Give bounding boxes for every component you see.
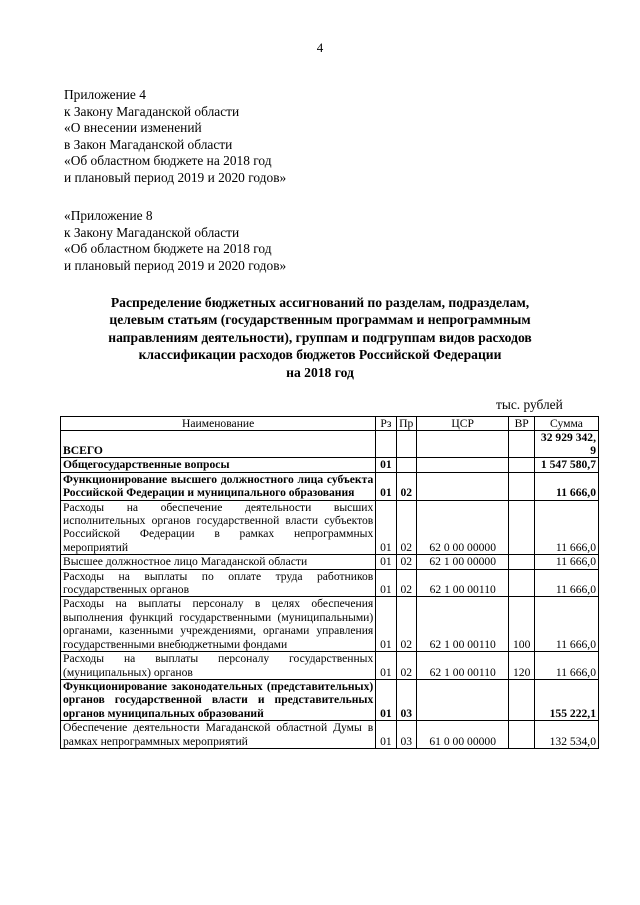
annex-header-line: к Закону Магаданской области xyxy=(64,103,240,119)
document-title xyxy=(60,294,580,381)
header-csr: ЦСР xyxy=(416,417,509,431)
cell-rz: 01 xyxy=(376,721,396,749)
cell-sum: 132 534,0 xyxy=(534,721,598,749)
document-title-line: Распределение бюджетных ассигнований по разделам, подразделам, xyxy=(110,295,530,310)
cell-vr xyxy=(509,569,534,597)
cell-pr: 02 xyxy=(396,652,416,680)
cell-pr: 02 xyxy=(396,569,416,597)
cell-name: Расходы на выплаты по оплате труда работников государственных органов xyxy=(61,569,376,597)
header-vr: ВР xyxy=(509,417,534,431)
cell-csr xyxy=(416,431,509,458)
annex-header-2-line: «Приложение 8 xyxy=(64,208,153,223)
cell-pr: 03 xyxy=(396,679,416,720)
table-row xyxy=(61,569,599,597)
cell-name: Функционирование высшего должностного лица субъекта Российской Федерации и муниципального образования xyxy=(61,472,376,500)
page-number: 4 xyxy=(316,40,324,55)
cell-rz: 01 xyxy=(376,679,396,720)
annex-header-2-line: «Об областном бюджете на 2018 год xyxy=(64,241,272,257)
table-row xyxy=(61,472,599,500)
annex-header-2-line: к Закону Магаданской области xyxy=(64,224,240,240)
cell-rz xyxy=(376,431,396,458)
cell-pr xyxy=(396,458,416,472)
cell-vr xyxy=(509,721,534,749)
cell-name: Функционирование законодательных (представительных) органов государственной власти и представительных органов муниципальных образований xyxy=(61,679,376,720)
table-row xyxy=(61,555,599,569)
cell-name: Обеспечение деятельности Магаданской областной Думы в рамках непрограммных мероприятий xyxy=(61,721,376,749)
table-row xyxy=(61,652,599,680)
document-title-line: целевым статьям (государственным программам и непрограммным xyxy=(109,312,531,328)
cell-pr: 02 xyxy=(396,472,416,500)
cell-vr xyxy=(509,500,534,555)
cell-sum: 1 547 580,7 xyxy=(534,458,598,472)
cell-vr xyxy=(509,555,534,569)
cell-vr: 100 xyxy=(509,597,534,652)
cell-rz: 01 xyxy=(376,458,396,472)
cell-sum: 11 666,0 xyxy=(534,500,598,555)
annex-header-line: Приложение 4 xyxy=(64,87,146,102)
cell-rz: 01 xyxy=(376,652,396,680)
cell-vr xyxy=(509,431,534,458)
cell-name: Высшее должностное лицо Магаданской области xyxy=(61,555,376,569)
table-row xyxy=(61,431,599,458)
cell-pr: 03 xyxy=(396,721,416,749)
cell-rz: 01 xyxy=(376,597,396,652)
cell-csr xyxy=(416,458,509,472)
budget-table xyxy=(60,416,599,749)
table-row xyxy=(61,458,599,472)
cell-sum: 32 929 342,9 xyxy=(534,431,598,458)
cell-vr xyxy=(509,472,534,500)
header-name: Наименование xyxy=(61,417,376,431)
cell-csr xyxy=(416,472,509,500)
cell-csr: 62 1 00 00110 xyxy=(416,597,509,652)
cell-csr: 62 1 00 00000 xyxy=(416,555,509,569)
cell-sum: 11 666,0 xyxy=(534,569,598,597)
table-row xyxy=(61,597,599,652)
table-row xyxy=(61,679,599,720)
units-label: тыс. рублей xyxy=(496,397,563,412)
cell-sum: 11 666,0 xyxy=(534,555,598,569)
header-pr: Пр xyxy=(396,417,416,431)
cell-pr xyxy=(396,431,416,458)
document-title-line: направлениям деятельности), группам и подгруппам видов расходов xyxy=(108,329,532,345)
cell-sum: 11 666,0 xyxy=(534,472,598,500)
table-body xyxy=(61,431,599,749)
table-row xyxy=(61,500,599,555)
cell-csr: 62 1 00 00110 xyxy=(416,569,509,597)
annex-header-line: и плановый период 2019 и 2020 годов» xyxy=(64,169,287,185)
annex-header-line: «Об областном бюджете на 2018 год xyxy=(64,153,272,169)
document-title-line: на 2018 год xyxy=(286,364,354,380)
table-header-row xyxy=(61,417,599,431)
annex-header xyxy=(64,87,286,187)
header-sum: Сумма xyxy=(534,417,598,431)
cell-pr: 02 xyxy=(396,555,416,569)
annex-header-2 xyxy=(64,208,286,274)
cell-name: Расходы на обеспечение деятельности высших исполнительных органов государственной власти субъектов Российской Федерации в рамках непрограммных мероприятий xyxy=(61,500,376,555)
cell-sum: 155 222,1 xyxy=(534,679,598,720)
cell-vr xyxy=(509,679,534,720)
cell-rz: 01 xyxy=(376,569,396,597)
cell-vr: 120 xyxy=(509,652,534,680)
cell-rz: 01 xyxy=(376,555,396,569)
cell-csr: 61 0 00 00000 xyxy=(416,721,509,749)
cell-rz: 01 xyxy=(376,500,396,555)
cell-name: Общегосударственные вопросы xyxy=(61,458,376,472)
cell-name: ВСЕГО xyxy=(61,431,376,458)
annex-header-line: «О внесении изменений xyxy=(64,120,202,136)
cell-sum: 11 666,0 xyxy=(534,652,598,680)
cell-csr: 62 0 00 00000 xyxy=(416,500,509,555)
header-rz: Рз xyxy=(376,417,396,431)
document-title-line: классификации расходов бюджетов Российской Федерации xyxy=(138,347,502,363)
cell-pr: 02 xyxy=(396,597,416,652)
cell-name: Расходы на выплаты персоналу государственных (муниципальных) органов xyxy=(61,652,376,680)
cell-name: Расходы на выплаты персоналу в целях обеспечения выполнения функций государственными (муниципальными) органами, казенными учреждениями, органами управления государственными внебюджетными фондами xyxy=(61,597,376,652)
cell-sum: 11 666,0 xyxy=(534,597,598,652)
annex-header-line: в Закон Магаданской области xyxy=(64,136,233,152)
cell-csr xyxy=(416,679,509,720)
cell-csr: 62 1 00 00110 xyxy=(416,652,509,680)
cell-rz: 01 xyxy=(376,472,396,500)
annex-header-2-line: и плановый период 2019 и 2020 годов» xyxy=(64,257,287,273)
cell-vr xyxy=(509,458,534,472)
cell-pr: 02 xyxy=(396,500,416,555)
table-row xyxy=(61,721,599,749)
